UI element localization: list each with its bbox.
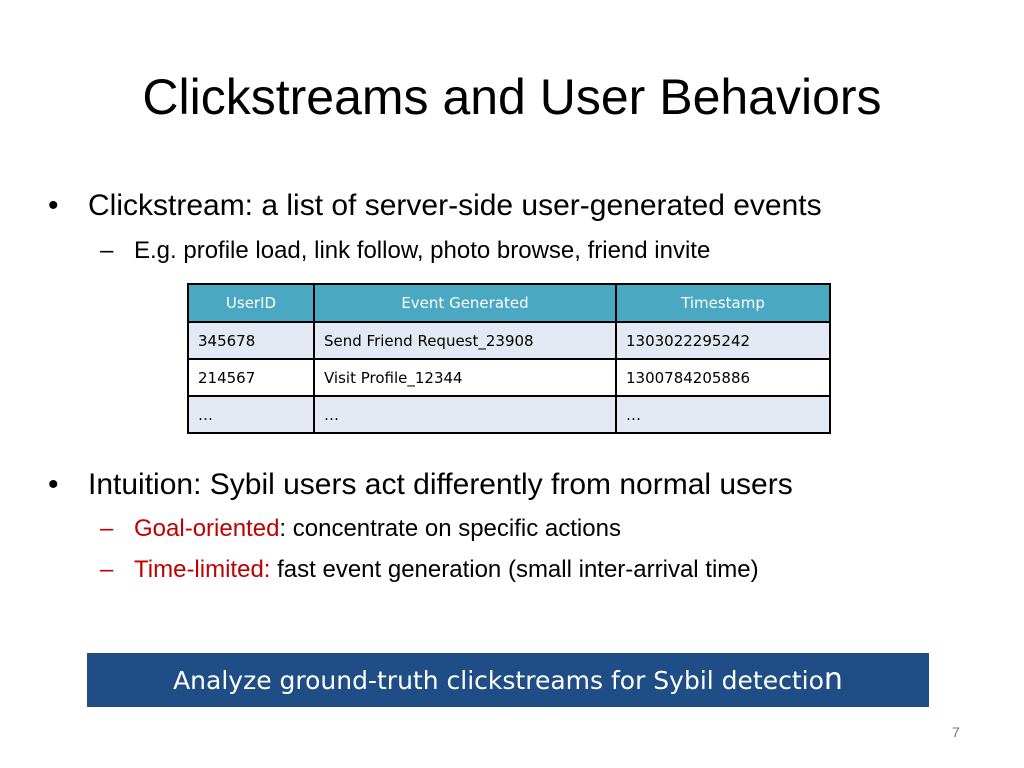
- bullet-text: Clickstream: a list of server-side user-generated events: [88, 189, 822, 222]
- conclusion-banner: [87, 653, 929, 707]
- table-row: [188, 322, 830, 359]
- slide-title: Clickstreams and User Behaviors: [142, 69, 882, 125]
- sub-bullet-text: E.g. profile load, link follow, photo browse, friend invite: [134, 237, 711, 264]
- sub-bullet-goal: [100, 514, 621, 544]
- table-header-row: [188, 284, 830, 322]
- sub-bullet-rest: fast event generation (small inter-arrival time): [270, 556, 759, 583]
- highlight-goal-oriented: Goal-oriented: [134, 515, 280, 542]
- dash-marker: –: [100, 515, 114, 542]
- table-row: [188, 359, 830, 396]
- cell-event: …: [314, 396, 616, 433]
- bullet-clickstream: [48, 188, 822, 224]
- table-row: [188, 396, 830, 433]
- cell-timestamp: …: [616, 396, 830, 433]
- bullet-marker: •: [48, 189, 59, 222]
- cell-timestamp: 1300784205886: [616, 359, 830, 396]
- sub-bullet-text: [134, 514, 621, 544]
- sub-bullet-rest: : concentrate on specific actions: [279, 515, 621, 542]
- bullet-text: Intuition: Sybil users act differently from normal users: [88, 468, 793, 501]
- cell-userid: 345678: [188, 322, 314, 359]
- cell-userid: 214567: [188, 359, 314, 396]
- header-timestamp: Timestamp: [616, 284, 830, 322]
- cell-timestamp: 1303022295242: [616, 322, 830, 359]
- highlight-time-limited: Time-limited:: [134, 556, 271, 583]
- cell-event: Visit Profile_12344: [314, 359, 616, 396]
- cell-userid: …: [188, 396, 314, 433]
- banner-text-last: n: [823, 662, 843, 697]
- sub-bullet-text: [134, 555, 759, 585]
- bullet-intuition: [48, 467, 793, 503]
- sub-bullet-time: [100, 555, 759, 585]
- dash-marker: –: [100, 556, 114, 583]
- page-number: 7: [952, 724, 960, 740]
- sub-bullet-examples: [100, 236, 710, 266]
- header-userid: UserID: [188, 284, 314, 322]
- clickstream-table: [187, 283, 831, 434]
- banner-text: Analyze ground-truth clickstreams for Sybil detectio: [173, 666, 824, 695]
- bullet-marker: •: [48, 468, 59, 501]
- header-event: Event Generated: [314, 284, 616, 322]
- dash-marker: –: [100, 237, 114, 264]
- cell-event: Send Friend Request_23908: [314, 322, 616, 359]
